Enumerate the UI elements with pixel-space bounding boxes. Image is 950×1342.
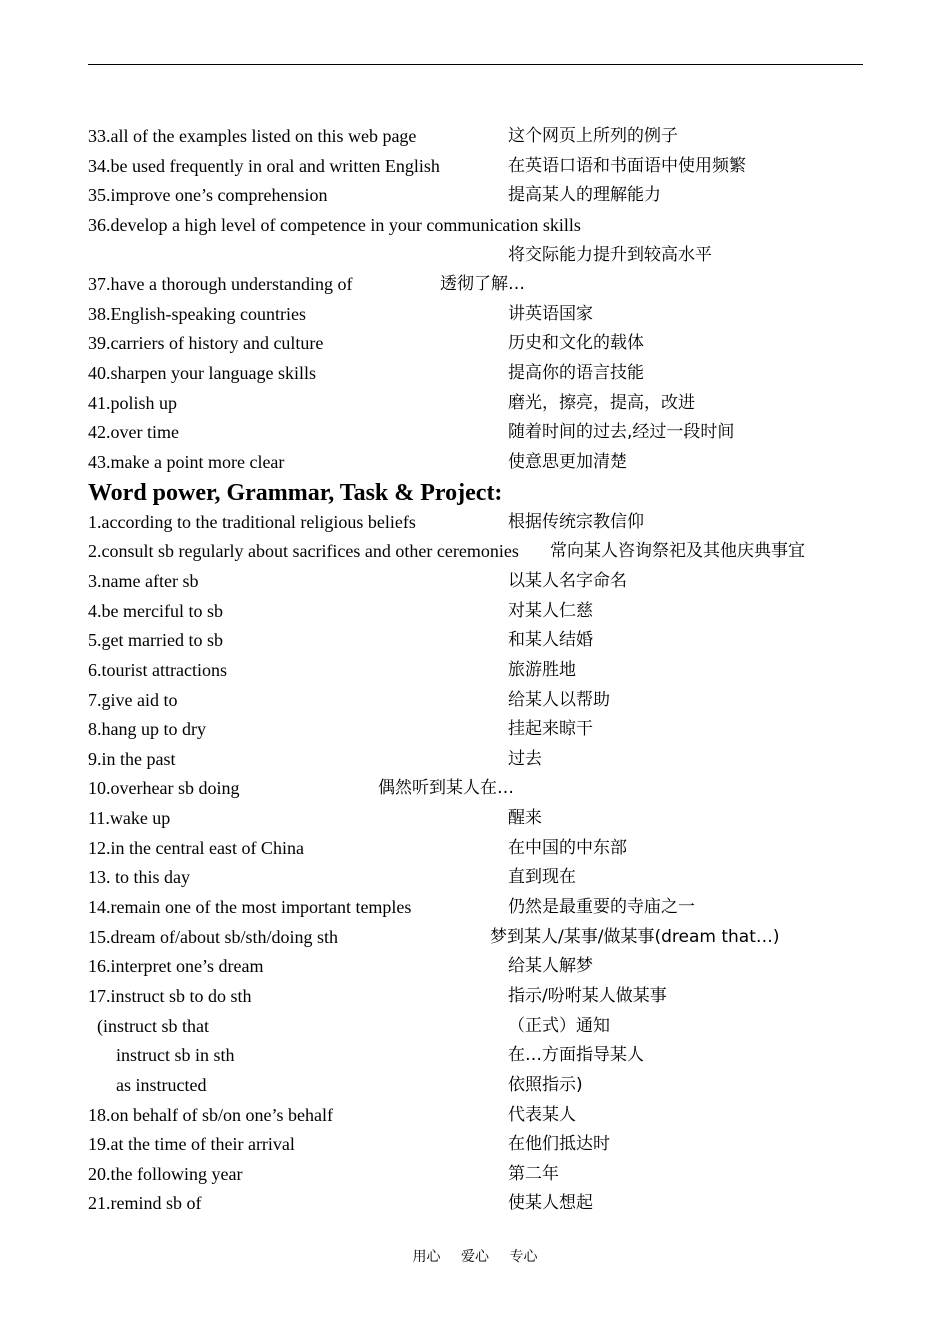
phrase-zh: 给某人以帮助 (508, 689, 610, 710)
phrase-en: 3.name after sb (88, 570, 199, 591)
phrase-zh: 依照指示) (508, 1074, 583, 1095)
phrase-en: 8.hang up to dry (88, 719, 206, 740)
list-item (88, 804, 878, 834)
list-item (88, 952, 878, 982)
list-item (88, 300, 878, 330)
phrase-zh: 旅游胜地 (508, 659, 576, 680)
phrase-zh: 对某人仁慈 (508, 600, 593, 621)
phrase-en: 18.on behalf of sb/on one’s behalf (88, 1104, 333, 1125)
list-item (88, 448, 878, 478)
list-item (88, 152, 878, 182)
phrase-zh: 偶然听到某人在… (378, 778, 514, 799)
phrase-zh: 这个网页上所列的例子 (508, 126, 678, 146)
list-item (88, 359, 878, 389)
phrase-zh: 透彻了解… (440, 274, 525, 295)
list-item (88, 567, 878, 597)
phrase-zh: 磨光，擦亮，提高，改进 (508, 392, 695, 413)
phrase-en: 6.tourist attractions (88, 659, 227, 680)
phrase-zh: 提高你的语言技能 (508, 363, 644, 384)
list-item (88, 1160, 878, 1190)
list-item (88, 211, 878, 241)
phrase-zh: 指示/吩咐某人做某事 (508, 985, 667, 1006)
phrase-en: 2.consult sb regularly about sacrifices and other ceremonies (88, 541, 519, 562)
list-item (88, 1041, 878, 1071)
phrase-zh: 直到现在 (508, 867, 576, 888)
list-item (88, 923, 878, 953)
phrase-en: 42.over time (88, 422, 179, 443)
phrase-zh: 醒来 (508, 808, 542, 829)
list-item (88, 863, 878, 893)
phrase-en: 34.be used frequently in oral and written English (88, 155, 440, 176)
header-rule (88, 64, 863, 65)
list-item (88, 745, 878, 775)
phrase-en: 35.improve one’s comprehension (88, 185, 328, 206)
list-item (88, 241, 878, 271)
list-item (88, 893, 878, 923)
phrase-zh: 在…方面指导某人 (508, 1045, 644, 1066)
phrase-en: 40.sharpen your language skills (88, 363, 316, 384)
footer-text: 专心 (509, 1249, 538, 1265)
list-item (88, 715, 878, 745)
phrase-zh: 给某人解梦 (508, 956, 593, 977)
phrase-en: instruct sb in sth (116, 1045, 235, 1066)
phrase-en: 43.make a point more clear (88, 452, 285, 473)
document-body (88, 122, 878, 1219)
list-item (88, 774, 878, 804)
phrase-en: 7.give aid to (88, 689, 178, 710)
phrase-zh: 使某人想起 (508, 1193, 593, 1214)
phrase-en: as instructed (116, 1074, 207, 1095)
phrase-zh: （正式）通知 (508, 1015, 610, 1036)
section-heading: Word power, Grammar, Task & Project: (88, 479, 503, 506)
phrase-en: (instruct sb that (97, 1015, 209, 1036)
phrase-en: 12.in the central east of China (88, 837, 304, 858)
list-item (88, 508, 878, 538)
phrase-zh: 过去 (508, 748, 542, 769)
list-item (88, 982, 878, 1012)
phrase-en: 21.remind sb of (88, 1193, 202, 1214)
phrase-en: 38.English-speaking countries (88, 303, 306, 324)
phrase-zh: 使意思更加清楚 (508, 452, 627, 473)
list-item (88, 181, 878, 211)
list-item (88, 626, 878, 656)
phrase-en: 13. to this day (88, 867, 190, 888)
list-item (88, 1012, 878, 1042)
phrase-zh: 提高某人的理解能力 (508, 185, 661, 206)
list-item (88, 1071, 878, 1101)
phrase-zh: 讲英语国家 (508, 303, 593, 324)
phrase-en: 15.dream of/about sb/sth/doing sth (88, 926, 338, 947)
phrase-zh: 仍然是最重要的寺庙之一 (508, 897, 695, 918)
phrase-zh: 挂起来晾干 (508, 719, 593, 740)
phrase-en: 10.overhear sb doing (88, 778, 240, 799)
phrase-zh: 和某人结婚 (508, 630, 593, 651)
phrase-zh: 梦到某人/某事/做某事(dream that…) (490, 926, 780, 947)
list-item (88, 329, 878, 359)
phrase-zh: 随着时间的过去,经过一段时间 (508, 422, 735, 443)
phrase-en: 9.in the past (88, 748, 176, 769)
phrase-en: 39.carriers of history and culture (88, 333, 324, 354)
phrase-zh: 根据传统宗教信仰 (508, 511, 644, 532)
list-item (88, 1130, 878, 1160)
phrase-zh: 代表某人 (508, 1104, 576, 1125)
list-item (88, 656, 878, 686)
phrase-en: 5.get married to sb (88, 630, 223, 651)
list-item (88, 597, 878, 627)
phrase-en: 11.wake up (88, 808, 171, 829)
phrase-zh: 第二年 (508, 1163, 559, 1184)
phrase-zh: 历史和文化的载体 (508, 333, 644, 354)
list-item (88, 1101, 878, 1131)
phrase-en: 33.all of the examples listed on this web page (88, 126, 417, 146)
phrase-en: 19.at the time of their arrival (88, 1134, 295, 1155)
list-item (88, 122, 878, 152)
list-item (88, 1189, 878, 1219)
phrase-en: 36.develop a high level of competence in your communication skills (88, 214, 581, 235)
page-footer (0, 1246, 950, 1266)
footer-text: 用心 (412, 1249, 441, 1265)
phrase-en: 4.be merciful to sb (88, 600, 223, 621)
list-item (88, 537, 878, 567)
phrase-en: 16.interpret one’s dream (88, 956, 264, 977)
phrase-zh: 以某人名字命名 (508, 570, 627, 591)
phrase-zh: 常向某人咨询祭祀及其他庆典事宜 (550, 541, 805, 562)
list-item (88, 834, 878, 864)
footer-text: 爱心 (461, 1249, 489, 1265)
phrase-en: 1.according to the traditional religious beliefs (88, 511, 416, 532)
phrase-zh: 在中国的中东部 (508, 837, 627, 858)
list-item (88, 389, 878, 419)
phrase-zh: 将交际能力提升到较高水平 (508, 244, 712, 265)
phrase-en: 14.remain one of the most important temples (88, 897, 412, 918)
phrase-zh: 在他们抵达时 (508, 1134, 610, 1155)
phrase-en: 17.instruct sb to do sth (88, 985, 252, 1006)
phrase-en: 20.the following year (88, 1163, 243, 1184)
list-item (88, 270, 878, 300)
list-item (88, 686, 878, 716)
phrase-zh: 在英语口语和书面语中使用频繁 (508, 155, 746, 176)
phrase-en: 41.polish up (88, 392, 178, 413)
phrase-en: 37.have a thorough understanding of (88, 274, 353, 295)
list-item (88, 418, 878, 448)
